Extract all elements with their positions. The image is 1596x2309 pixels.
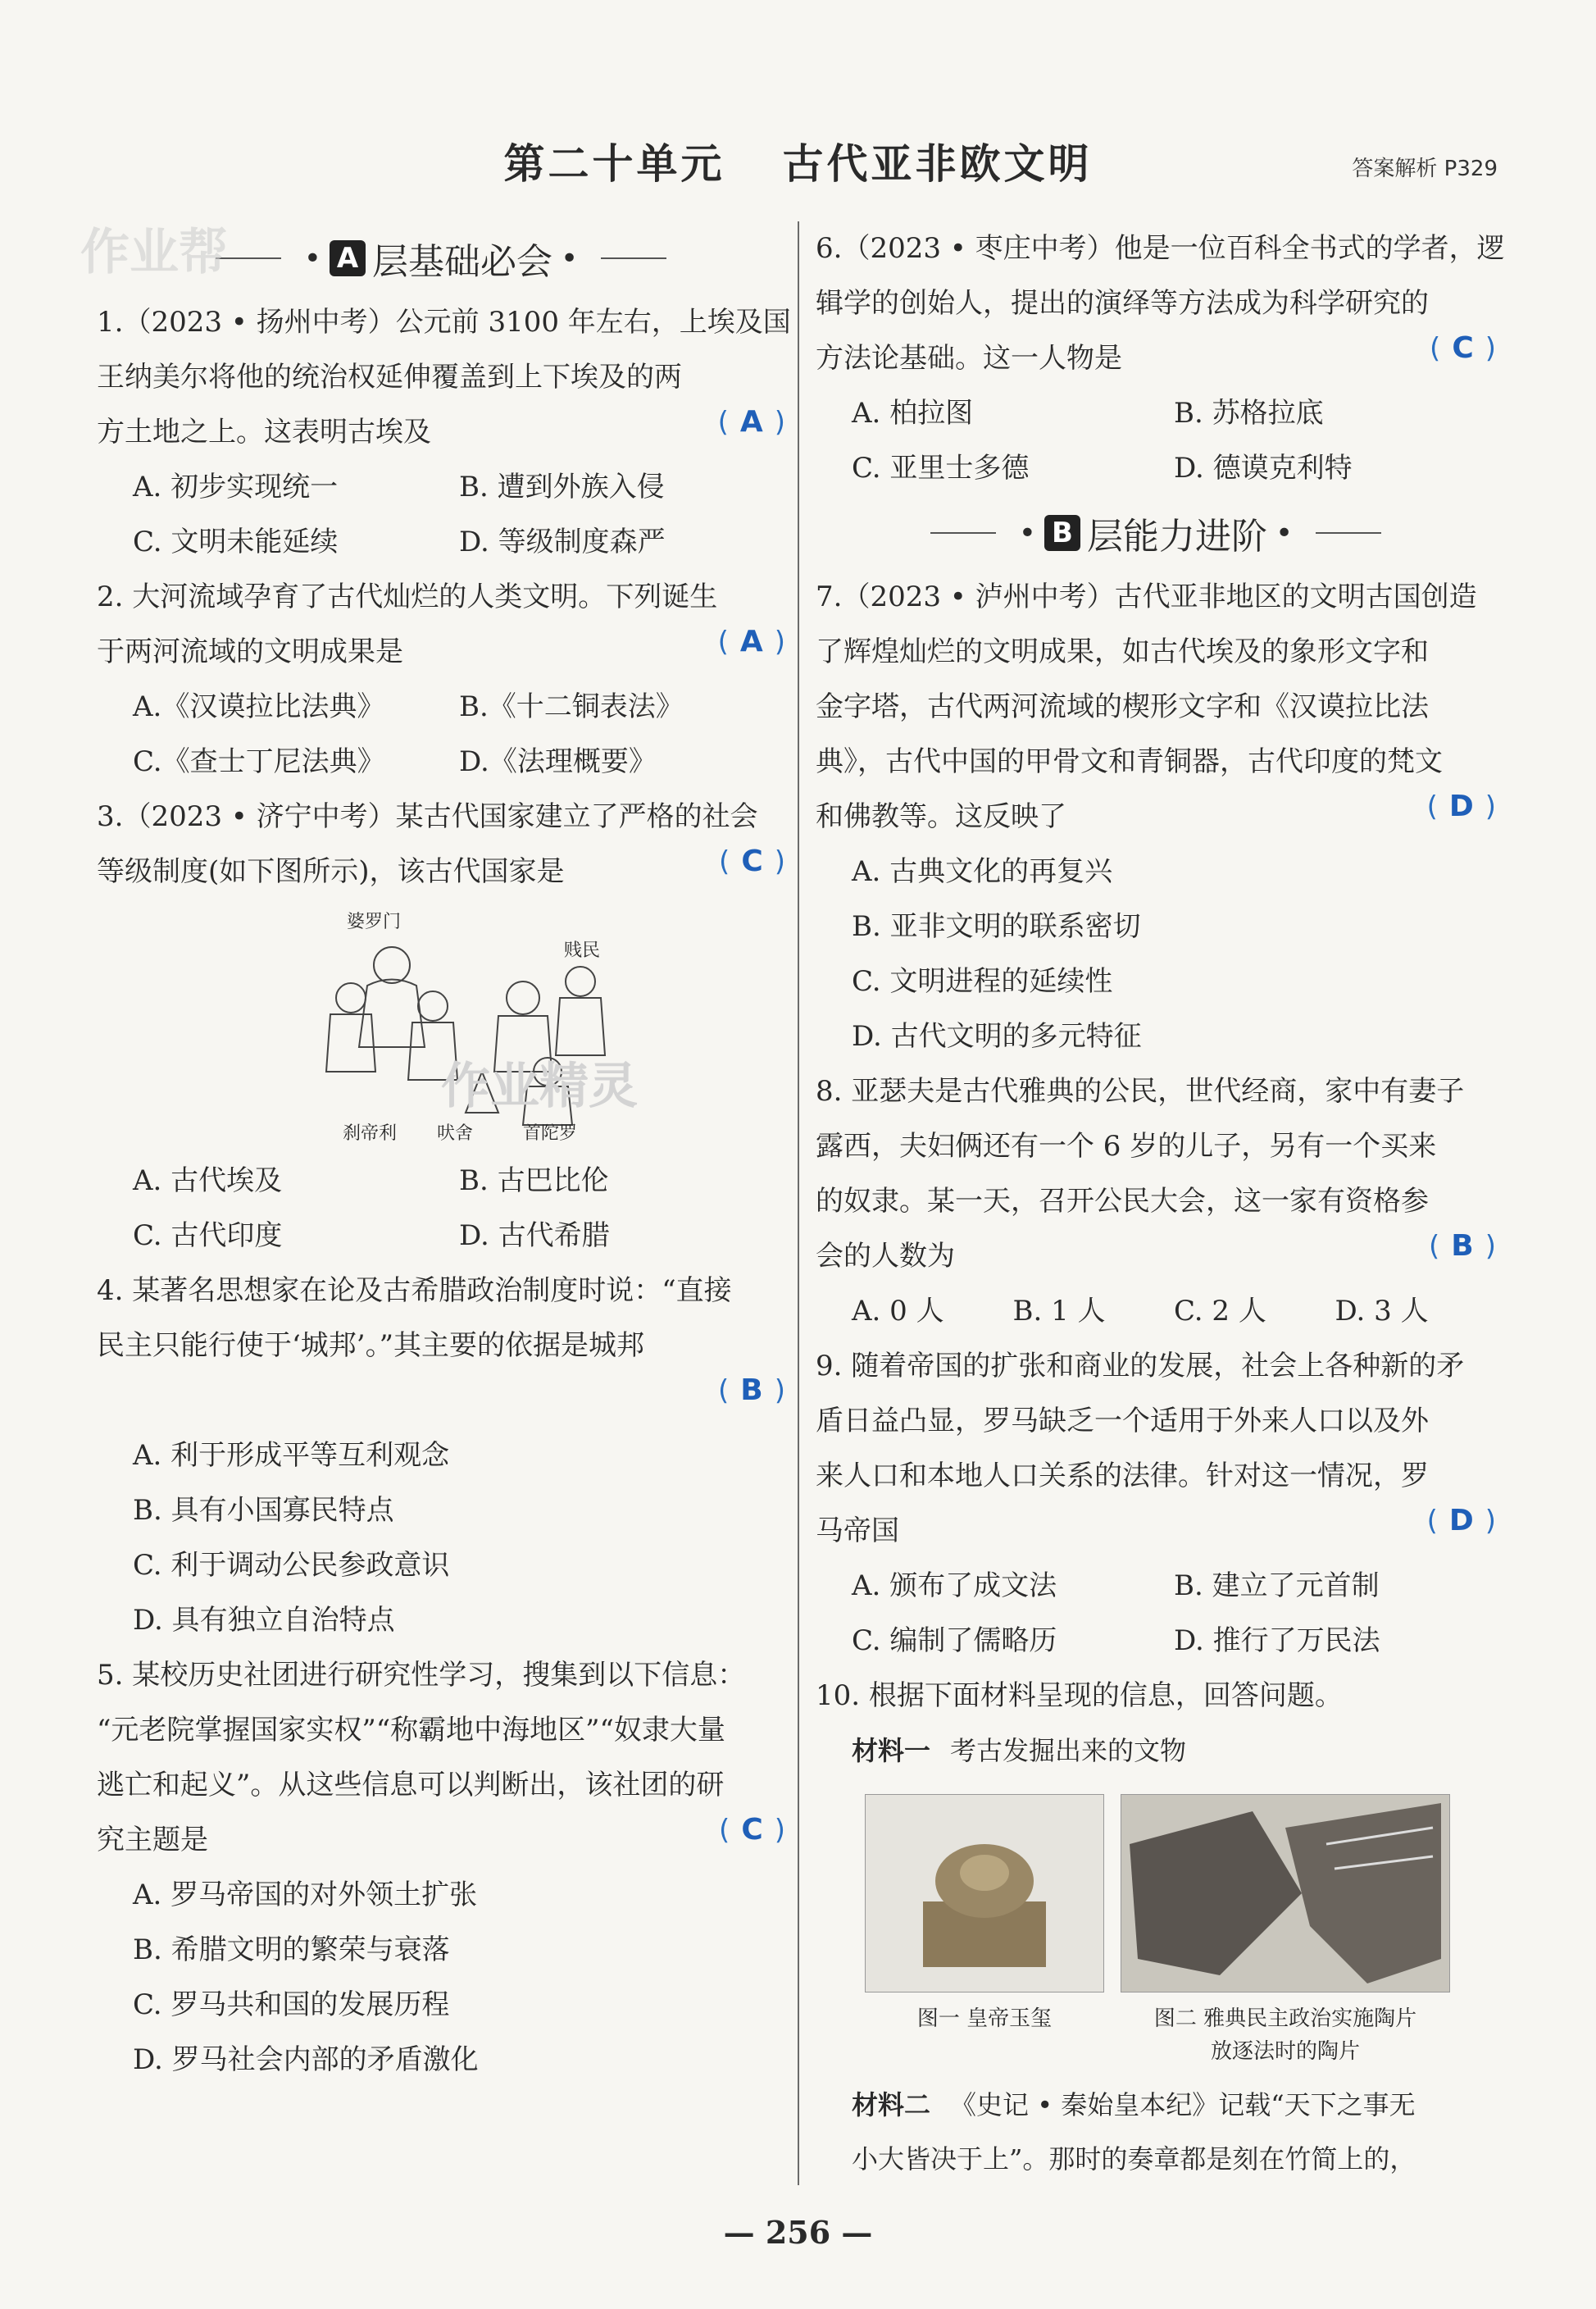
question-5 [97, 1648, 785, 2088]
answer-letter: A [739, 405, 763, 439]
option: B. 希腊文明的繁荣与衰落 [133, 1933, 450, 1966]
answer-letter: C [741, 845, 763, 878]
option: D. 德谟克利特 [1174, 452, 1353, 485]
option: A. 颁布了成文法 [852, 1569, 1057, 1602]
question-1-line: 1.（2023 • 扬州中考）公元前 3100 年左右，上埃及国 [97, 306, 791, 339]
right-column [816, 221, 1505, 2186]
caption-figure-1: 图一 皇帝玉玺 [916, 2006, 1053, 2031]
question-3-line: 等级制度(如下图所示)，该古代国家是 [97, 855, 565, 888]
question-6-line: 6.（2023 • 枣庄中考）他是一位百科全书式的学者，逻 [816, 232, 1505, 265]
option: A. 罗马帝国的对外领土扩张 [133, 1879, 478, 1911]
section-b-badge: B [1044, 515, 1080, 551]
material-2 [816, 2078, 1496, 2186]
caste-label-brahmin: 婆罗门 [347, 912, 402, 932]
option: A. 初步实现统一 [133, 471, 339, 503]
jade-seal-image [865, 1794, 1104, 1992]
material-1-head: 材料一 [852, 1735, 931, 1766]
answer-bracket: ( C ) [1430, 331, 1496, 365]
question-7-line: 了辉煌灿烂的文明成果，如古代埃及的象形文字和 [816, 635, 1429, 668]
question-3 [97, 790, 785, 1264]
option: A. 利于形成平等互利观念 [133, 1439, 450, 1472]
question-6 [816, 221, 1505, 496]
question-8-line: 露西，夫妇俩还有一个 6 岁的儿子，另有一个买来 [816, 1130, 1437, 1163]
option: B.《十二铜表法》 [459, 690, 684, 723]
question-5-line: 5. 某校历史社团进行研究性学习，搜集到以下信息： [97, 1659, 746, 1692]
answer-bracket: ( B ) [1429, 1229, 1496, 1263]
question-6-line: 方法论基础。这一人物是 [816, 342, 1122, 375]
answer-reference: 答案解析 P329 [1352, 157, 1498, 181]
page-number: — 256 — [723, 2214, 873, 2251]
option: C. 文明进程的延续性 [852, 965, 1113, 998]
option: D.《法理概要》 [459, 745, 657, 778]
figure-watermark: 作业精灵 [441, 1058, 638, 1115]
question-7-line: 金字塔，古代两河流域的楔形文字和《汉谟拉比法 [816, 690, 1429, 723]
question-8-line: 的奴隶。某一天，召开公民大会，这一家有资格参 [816, 1185, 1429, 1218]
option: D. 罗马社会内部的矛盾激化 [133, 2043, 479, 2076]
answer-letter: B [1451, 1229, 1474, 1263]
option: D. 推行了万民法 [1174, 1624, 1380, 1657]
question-7 [816, 570, 1496, 1064]
option: D. 3 人 [1335, 1295, 1429, 1328]
question-9-line: 马帝国 [816, 1514, 899, 1547]
question-5-line: 逃亡和起义”。从这些信息可以判断出，该社团的研 [97, 1769, 725, 1801]
question-4-line: 民主只能行使于‘城邦’。”其主要的依据是城邦 [97, 1329, 644, 1362]
option: D. 具有独立自治特点 [133, 1604, 395, 1637]
option: D. 等级制度森严 [459, 526, 666, 558]
material-1 [816, 1724, 1496, 1778]
answer-letter: B [740, 1373, 763, 1407]
question-3-line: 3.（2023 • 济宁中考）某古代国家建立了严格的社会 [97, 800, 758, 833]
answer-bracket: ( C ) [719, 845, 785, 878]
material-2-line: 小大皆决于上”。那时的奏章都是刻在竹简上的， [852, 2143, 1416, 2175]
caption-figure-2-cont: 放逐法时的陶片 [1210, 2039, 1360, 2064]
section-b-heading: • B 层能力进阶 • [816, 496, 1496, 570]
column-divider [798, 221, 799, 2185]
option: D. 古代文明的多元特征 [852, 1020, 1142, 1053]
option: C. 编制了儒略历 [852, 1624, 1057, 1657]
question-6-line: 辑学的创始人，提出的演绎等方法成为科学研究的 [816, 287, 1429, 320]
caste-illustration [302, 908, 646, 1145]
answer-bracket: ( C ) [719, 1813, 785, 1847]
option: C. 罗马共和国的发展历程 [133, 1988, 450, 2021]
option: A. 古代埃及 [133, 1164, 283, 1197]
question-9 [816, 1339, 1496, 1669]
question-7-line: 典》，古代中国的甲骨文和青铜器，古代印度的梵文 [816, 745, 1443, 778]
question-7-line: 和佛教等。这反映了 [816, 800, 1066, 833]
answer-letter: A [739, 625, 763, 658]
option: B. 苏格拉底 [1174, 397, 1324, 430]
question-1 [97, 295, 791, 570]
ostracon-image [1121, 1794, 1450, 1992]
question-9-line: 盾日益凸显，罗马缺乏一个适用于外来人口以及外 [816, 1405, 1429, 1437]
watermark: 作业帮 [80, 224, 228, 281]
option: B. 建立了元首制 [1174, 1569, 1380, 1602]
question-10-line: 10. 根据下面材料呈现的信息，回答问题。 [816, 1679, 1343, 1712]
question-8-line: 会的人数为 [816, 1240, 955, 1273]
question-9-line: 来人口和本地人口关系的法律。针对这一情况，罗 [816, 1460, 1429, 1492]
answer-bracket: ( D ) [1426, 1504, 1496, 1537]
option: D. 古代希腊 [459, 1219, 610, 1252]
option: A. 古典文化的再复兴 [852, 855, 1113, 888]
caption-figure-2: 图二 雅典民主政治实施陶片 [1153, 2006, 1417, 2031]
caste-label-shudra: 首陀罗 [523, 1123, 578, 1144]
section-a-badge: A [330, 240, 366, 276]
question-5-line: “元老院掌握国家实权”“称霸地中海地区”“奴隶大量 [97, 1714, 725, 1747]
question-7-line: 7.（2023 • 泸州中考）古代亚非地区的文明古国创造 [816, 581, 1477, 613]
option: B. 古巴比伦 [459, 1164, 609, 1197]
question-8-line: 8. 亚瑟夫是古代雅典的公民，世代经商，家中有妻子 [816, 1075, 1465, 1108]
answer-bracket: ( B ) [718, 1373, 785, 1407]
caste-label-vaishya: 吠舍 [437, 1123, 474, 1144]
question-2-line: 于两河流域的文明成果是 [97, 635, 403, 668]
caste-label-untouchable: 贱民 [564, 940, 601, 961]
caste-label-kshatriya: 刹帝利 [343, 1123, 398, 1144]
answer-bracket: ( A ) [717, 625, 785, 658]
option: C. 2 人 [1174, 1295, 1266, 1328]
section-a-title: 层基础必会 [372, 241, 552, 283]
question-10 [816, 1669, 1496, 2186]
option: B. 具有小国寡民特点 [133, 1494, 394, 1527]
option: C. 文明未能延续 [133, 526, 339, 558]
unit-label: 第二十单元 [503, 139, 725, 188]
answer-letter: C [1452, 331, 1474, 365]
question-5-line: 究主题是 [97, 1824, 208, 1856]
answer-letter: C [741, 1813, 763, 1847]
question-2 [97, 570, 785, 790]
photo-ostracon [1121, 1794, 1450, 2068]
unit-title: 古代亚非欧文明 [782, 139, 1093, 188]
option: A. 柏拉图 [852, 397, 974, 430]
question-4 [97, 1264, 785, 1648]
material-2-head: 材料二 [852, 2089, 931, 2120]
question-2-line: 2. 大河流域孕育了古代灿烂的人类文明。下列诞生 [97, 581, 718, 613]
option: C. 亚里士多德 [852, 452, 1030, 485]
option: C.《查士丁尼法典》 [133, 745, 385, 778]
answer-bracket: ( A ) [717, 405, 785, 439]
material-1-photos [865, 1794, 1496, 2068]
answer-bracket: ( D ) [1426, 790, 1496, 823]
option: C. 古代印度 [133, 1219, 283, 1252]
question-1-line: 王纳美尔将他的统治权延伸覆盖到上下埃及的两 [97, 361, 682, 394]
question-8 [816, 1064, 1496, 1339]
material-2-line: 《史记 • 秦始皇本纪》记载“天下之事无 [950, 2089, 1416, 2120]
option: A.《汉谟拉比法典》 [133, 690, 385, 723]
answer-letter: D [1448, 1504, 1474, 1537]
section-b-title: 层能力进阶 [1087, 516, 1267, 558]
material-1-text: 考古发掘出来的文物 [950, 1735, 1187, 1766]
option: C. 利于调动公民参政意识 [133, 1549, 450, 1582]
question-4-line: 4. 某著名思想家在论及古希腊政治制度时说：“直接 [97, 1274, 732, 1307]
left-column [80, 221, 791, 2088]
answer-letter: D [1448, 790, 1474, 823]
question-1-line: 方土地之上。这表明古埃及 [97, 416, 431, 449]
option: B. 遭到外族入侵 [459, 471, 665, 503]
question-9-line: 9. 随着帝国的扩张和商业的发展，社会上各种新的矛 [816, 1350, 1465, 1382]
photo-jade-seal [865, 1794, 1104, 2068]
option: A. 0 人 [852, 1295, 944, 1328]
section-a-heading: • A 层基础必会 • [97, 221, 785, 295]
option: B. 亚非文明的联系密切 [852, 910, 1141, 943]
option: B. 1 人 [1012, 1295, 1106, 1328]
